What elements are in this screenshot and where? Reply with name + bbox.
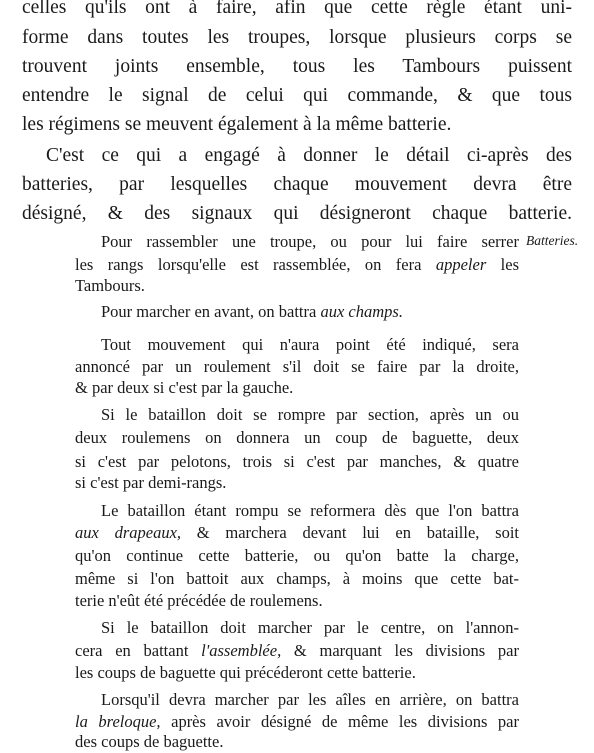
rassembler-line-1: Pour rassembler une troupe, ou pour lui faire serrer <box>101 232 519 251</box>
roulement-line-3: & par deux si c'est par la gauche. <box>75 378 294 397</box>
intro-line-5: les régimens se meuvent également à la même batterie. <box>22 114 452 135</box>
reformer-line-1: Le bataillon étant rompu se reformera dès que l'on battra <box>101 501 519 520</box>
roulement-line-1: Tout mouvement qui n'aura point été indiqué, sera <box>101 335 519 354</box>
detail-line-2: batteries, par lesquelles chaque mouvement devra être <box>22 174 572 195</box>
intro-line-2: forme dans toutes les troupes, lorsque plusieurs corps se <box>22 27 572 48</box>
margin-note: Batteries. <box>526 233 579 248</box>
avant-line: Pour marcher en avant, on battra aux champs. <box>101 302 403 321</box>
detail-line-1: C'est ce qui a engagé à donner le détail ci-après des <box>46 145 572 166</box>
centre-line-3: les coups de baguette qui précéderont cette batterie. <box>75 663 416 682</box>
reformer-line-2: aux drapeaux, & marchera devant lui en bataille, soit <box>75 523 519 542</box>
detail-line-3: désigné, & des signaux qui désigneront chaque batterie. <box>22 203 572 224</box>
centre-line-1: Si le bataillon doit marcher par le centre, on l'annon- <box>101 618 519 637</box>
ailes-line-1: Lorsqu'il devra marcher par les aîles en arrière, on battra <box>101 690 519 709</box>
rompre-line-2: deux roulemens on donnera un coup de baguette, deux <box>75 428 519 447</box>
rassembler-line-2: les rangs lorsqu'elle est rassemblée, on fera appeler les <box>75 255 519 274</box>
rompre-line-3: si c'est par pelotons, trois si c'est par manches, & quatre <box>75 452 519 471</box>
rompre-line-1: Si le bataillon doit se rompre par section, après un ou <box>101 405 519 424</box>
ailes-line-3: des coups de baguette. <box>75 732 224 751</box>
intro-line-4: entendre le signal de celui qui commande, & que tous <box>22 85 572 106</box>
rompre-line-4: si c'est par demi-rangs. <box>75 473 227 492</box>
centre-line-2: cera en battant l'assemblée, & marquant les divisions par <box>75 641 519 660</box>
rassembler-line-3: Tambours. <box>75 276 145 295</box>
reformer-line-5: terie n'eût été précédée de roulemens. <box>75 591 323 610</box>
ailes-line-2: la breloque, après avoir désigné de même les divisions par <box>75 712 520 731</box>
intro-line-3: trouvent joints ensemble, tous les Tambours puissent <box>22 56 572 77</box>
roulement-line-2: annoncé par un roulement s'il doit se faire par la droite, <box>75 357 519 376</box>
reformer-line-4: même si l'on battoit aux champs, à moins que cette bat- <box>75 569 519 588</box>
intro-line-1: celles qu'ils ont à faire, afin que cette règle étant uni- <box>22 0 572 18</box>
reformer-line-3: qu'on continue cette batterie, ou qu'on batte la charge, <box>75 546 519 565</box>
